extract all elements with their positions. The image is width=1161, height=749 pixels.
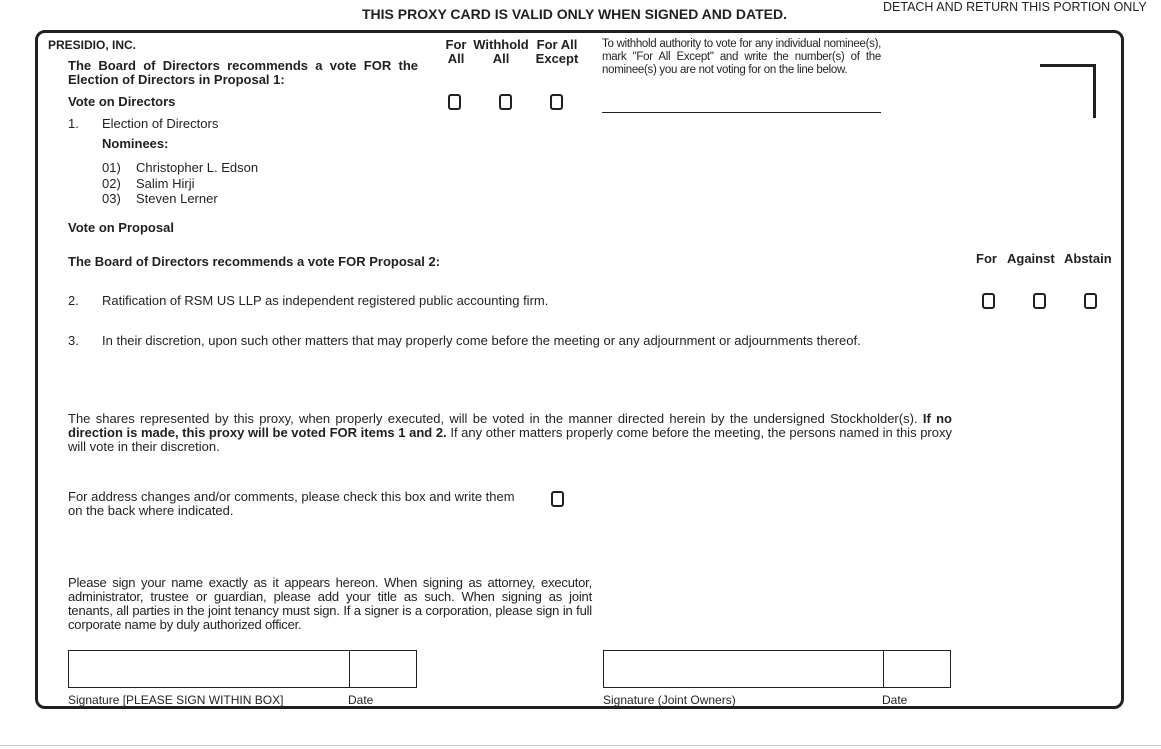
proposal2-abstain-checkbox[interactable] bbox=[1084, 293, 1097, 309]
column-for-all-except: For All Except bbox=[535, 37, 579, 66]
nominee-number: 02) bbox=[102, 176, 121, 191]
withhold-instructions: To withhold authority to vote for any individual nominee(s), mark "For All Except" and write the number(s) of the nominee(s) you are not voting for on the line below. bbox=[602, 38, 881, 76]
address-change-checkbox[interactable] bbox=[551, 491, 564, 507]
item2-text: Ratification of RSM US LLP as independent registered public accounting firm. bbox=[102, 293, 549, 308]
page-bottom-rule bbox=[0, 745, 1161, 746]
item3-number: 3. bbox=[68, 333, 79, 348]
proposal1-recommendation: The Board of Directors recommends a vote FOR the Election of Directors in Proposal 1: bbox=[68, 58, 418, 87]
item1-label: Election of Directors bbox=[102, 116, 219, 131]
column-for: For bbox=[976, 251, 997, 266]
company-name: PRESIDIO, INC. bbox=[48, 38, 137, 52]
statement-part1: The shares represented by this proxy, when properly executed, will be voted in the manner directed herein by the undersigned Stockholder(s). bbox=[68, 411, 918, 426]
proxy-statement bbox=[68, 412, 952, 454]
address-change-text: For address changes and/or comments, please check this box and write them on the back where indicated. bbox=[68, 489, 515, 518]
statement-part3: If any other matters properly come before the meeting, the persons named in this proxy will vote in their discretion. bbox=[68, 425, 952, 454]
column-for-all: For All bbox=[445, 37, 467, 66]
for-all-checkbox[interactable] bbox=[448, 94, 461, 110]
vote-on-proposal-heading: Vote on Proposal bbox=[68, 220, 174, 235]
withhold-all-checkbox[interactable] bbox=[499, 94, 512, 110]
nominees-label: Nominees: bbox=[102, 136, 169, 151]
joint-date-label: Date bbox=[882, 693, 908, 707]
corner-mark bbox=[1040, 64, 1096, 67]
for-all-except-checkbox[interactable] bbox=[550, 94, 563, 110]
detach-note: DETACH AND RETURN THIS PORTION ONLY bbox=[883, 0, 1147, 14]
signature-box[interactable] bbox=[68, 650, 417, 688]
statement-default-vote: If no direction is made, this proxy will be voted FOR items 1 and 2. bbox=[68, 411, 952, 440]
date-divider bbox=[349, 651, 350, 687]
nominee-number: 01) bbox=[102, 160, 121, 175]
sign-instructions: Please sign your name exactly as it appears hereon. When signing as attorney, executor, administrator, trustee or guardian, please add your title as such. When signing as joint tenants, all parties in the joint tenancy must sign. If a signer is a corporation, please sign in full corporate name by duly authorized officer. bbox=[68, 575, 592, 632]
card-title: THIS PROXY CARD IS VALID ONLY WHEN SIGNED AND DATED. bbox=[362, 6, 787, 22]
nominee-number: 03) bbox=[102, 191, 121, 206]
nominee-name: Christopher L. Edson bbox=[136, 160, 259, 175]
vote-on-directors-heading: Vote on Directors bbox=[68, 94, 176, 109]
item1-number: 1. bbox=[68, 116, 79, 131]
column-abstain: Abstain bbox=[1064, 251, 1112, 266]
item2-number: 2. bbox=[68, 293, 79, 308]
proposal2-against-checkbox[interactable] bbox=[1033, 293, 1046, 309]
nominee-name: Steven Lerner bbox=[136, 191, 218, 206]
corner-mark bbox=[1093, 64, 1096, 118]
proposal2-for-checkbox[interactable] bbox=[982, 293, 995, 309]
column-withhold-all: Withhold All bbox=[473, 37, 529, 66]
item3-text: In their discretion, upon such other matters that may properly come before the meeting or any adjournment or adjournments thereof. bbox=[102, 333, 861, 348]
column-against: Against bbox=[1007, 251, 1055, 266]
joint-signature-label: Signature (Joint Owners) bbox=[603, 693, 736, 707]
joint-signature-box[interactable] bbox=[603, 650, 951, 688]
date-label: Date bbox=[348, 693, 374, 707]
nominee-name: Salim Hirji bbox=[136, 176, 195, 191]
proposal2-recommendation: The Board of Directors recommends a vote FOR Proposal 2: bbox=[68, 254, 441, 269]
date-divider bbox=[883, 651, 884, 687]
signature-label: Signature [PLEASE SIGN WITHIN BOX] bbox=[68, 693, 284, 707]
except-nominees-line[interactable] bbox=[602, 112, 881, 113]
